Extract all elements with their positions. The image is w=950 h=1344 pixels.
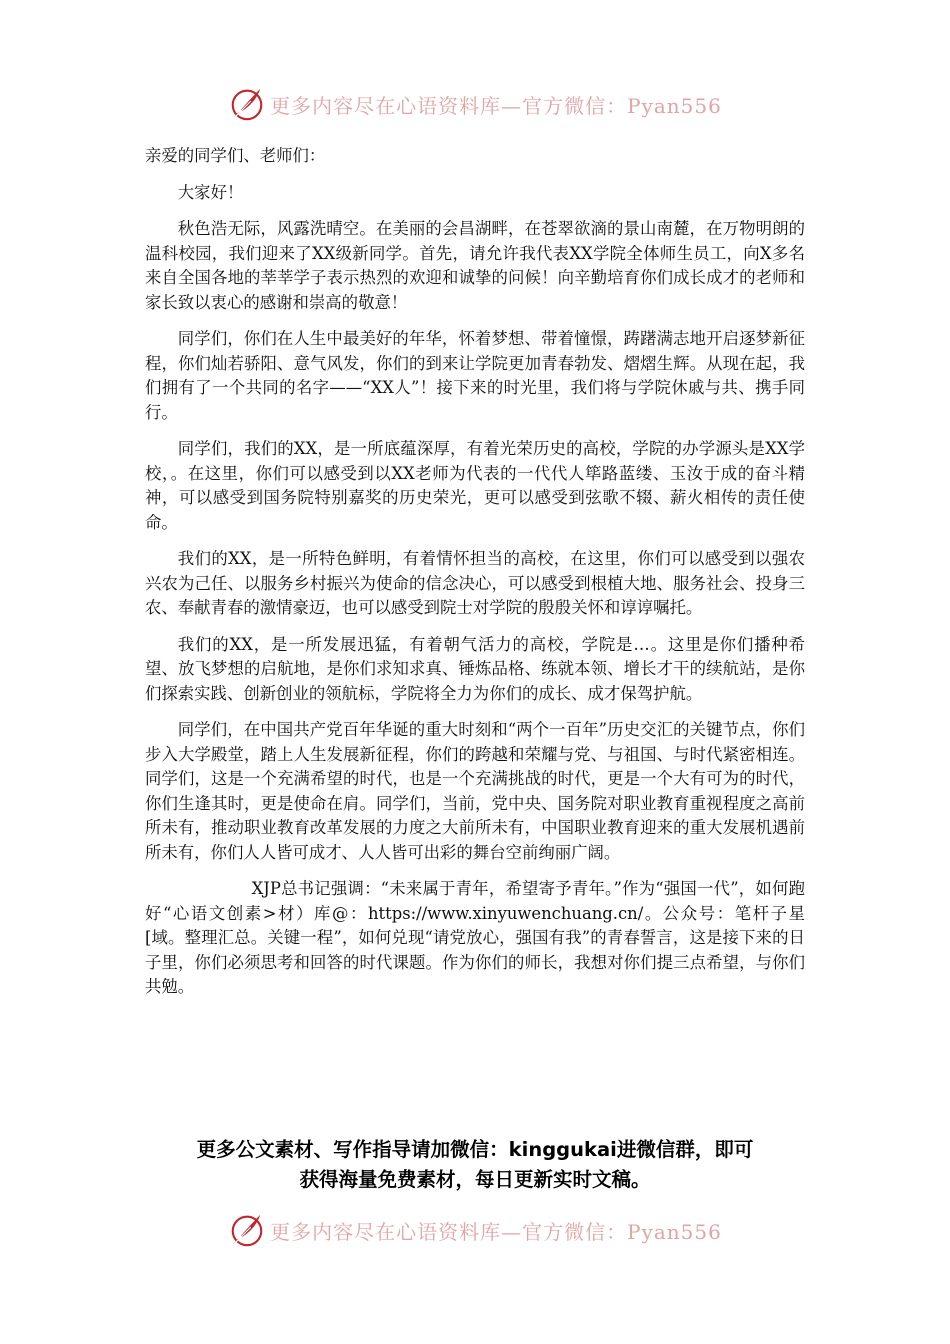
footer-watermark xyxy=(0,1208,950,1252)
paragraph-6: 同学们，在中国共产党百年华诞的重大时刻和“两个一百年”历史交汇的关键节点，你们步入大学殿堂，踏上人生发展新征程，你们的跨越和荣耀与党、与祖国、与时代紧密相连。同学们，这是一个充满希望的时代，也是一个充满挑战的时代，更是一个大有可为的时代，你们生逢其时，更是使命在肩。同学们，当前，党中央、国务院对职业教育重视程度之高前所未有，推动职业教育改革发展的力度之大前所未有，中国职业教育迎来的重大发展机遇前所未有，你们人人皆可成才、人人皆可出彩的舞台空前绚丽广阔。 xyxy=(145,720,805,862)
paragraph-5: 我们的XX，是一所发展迅猛，有着朝气活力的高校，学院是…。这里是你们播种希望、放飞梦想的启航地，是你们求知求真、锤炼品格、练就本领、增长才干的续航站，是你们探索实践、创新创业的领航标，学院将全力为你们的成长、成才保驾护航。 xyxy=(145,634,805,703)
paragraph-1: 秋色浩无际，风露洗晴空。在美丽的会昌湖畔，在苍翠欲滴的景山南麓，在万物明朗的温科校园，我们迎来了XX级新同学。首先，请允许我代表XX学院全体师生员工，向X多名来自全国各地的莘莘学子表示热烈的欢迎和诚挚的问候！向辛勤培育你们成长成才的老师和家长致以衷心的感谢和崇高的敬意！ xyxy=(145,219,805,312)
document-body xyxy=(145,144,805,1000)
closing-paragraph: XJP总书记强调：“未来属于青年，希望寄予青年。”作为“强国一代”，如何跑好“心语文创素>材）库@：https://www.xinyuwenchuang.cn/。公众号：笔杆子星[域。整理汇总。关键一程”，如何兑现“请党放心，强国有我”的青春誓言，这是接下来的日子里，你们必须思考和回答的时代课题。作为你们的师长，我想对你们提三点希望，与你们共勉。 xyxy=(145,879,805,996)
salutation: 亲爱的同学们、老师们： xyxy=(145,146,326,165)
header-watermark-text: 更多内容尽在心语资料库—官方微信：Pyan556 xyxy=(270,93,722,118)
promo-line-2: 获得海量免费素材，每日更新实时文稿。 xyxy=(299,1168,651,1191)
greeting: 大家好！ xyxy=(177,182,244,202)
footer-watermark-text: 更多内容尽在心语资料库—官方微信：Pyan556 xyxy=(270,1219,722,1244)
quill-pen-logo-icon xyxy=(228,1211,266,1249)
quill-pen-logo-icon xyxy=(228,85,266,123)
header-watermark xyxy=(0,82,950,126)
paragraph-4: 我们的XX，是一所特色鲜明，有着情怀担当的高校，在这里，你们可以感受到以强农兴农为己任、以服务乡村振兴为使命的信念决心，可以感受到根植大地、服务社会、投身三农、奉献青春的激情豪迈，也可以感受到院士对学院的殷殷关怀和谆谆嘱托。 xyxy=(145,549,805,617)
promo-notice xyxy=(120,1135,830,1195)
promo-line-1: 更多公文素材、写作指导请加微信：kinggukai进微信群，即可 xyxy=(196,1138,754,1161)
paragraph-3: 同学们，我们的XX，是一所底蕴深厚，有着光荣历史的高校，学院的办学源头是XX学校，。在这里，你们可以感受到以XX老师为代表的一代代人筚路蓝缕、玉汝于成的奋斗精神，可以感受到国务院特别嘉奖的历史荣光，更可以感受到弦歌不辍、薪火相传的责任使命。 xyxy=(145,439,805,532)
paragraph-2: 同学们，你们在人生中最美好的年华，怀着梦想、带着憧憬，踌躇满志地开启逐梦新征程，你们灿若骄阳、意气风发，你们的到来让学院更加青春勃发、熠熠生辉。从现在起，我们拥有了一个共同的名字——“XX人”！接下来的时光里，我们将与学院休戚与共、携手同行。 xyxy=(145,329,805,422)
